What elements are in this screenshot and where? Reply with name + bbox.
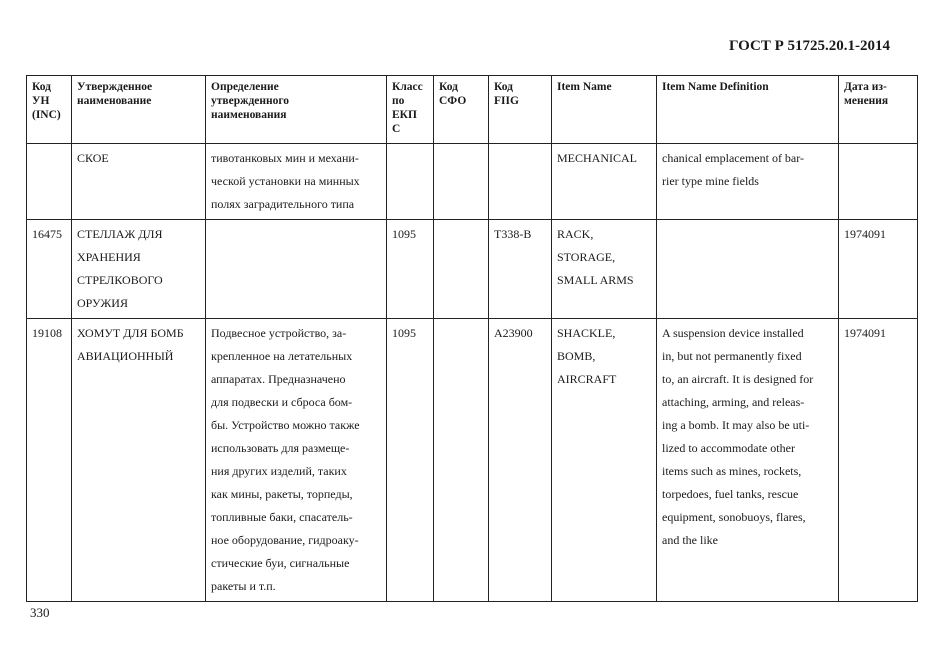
cell-line: крепленное на летательных: [211, 349, 353, 363]
cell-item-name-definition: [657, 144, 839, 220]
cell-line: С: [392, 123, 401, 135]
cell-line: менения: [844, 95, 889, 107]
cell-approved-name: [72, 144, 206, 220]
cell-sfo: [434, 220, 489, 319]
table-row: [27, 319, 918, 602]
cell-line: Код: [32, 81, 52, 93]
cell-line: 1095: [392, 326, 416, 340]
cell-line: SHACKLE,: [557, 326, 616, 340]
cell-approved-name: [72, 319, 206, 602]
cell-definition: [206, 319, 387, 602]
cell-fiig: [489, 319, 552, 602]
cell-line: A23900: [494, 326, 533, 340]
column-header-sfo: [434, 76, 489, 144]
cell-inc: [27, 220, 72, 319]
cell-item-name-definition: [657, 319, 839, 602]
cell-line: items such as mines, rockets,: [662, 464, 802, 478]
cell-class: [387, 220, 434, 319]
cell-line: T338-B: [494, 227, 532, 241]
cell-definition: [206, 220, 387, 319]
cell-line: 1974091: [844, 326, 886, 340]
cell-inc: [27, 319, 72, 602]
cell-line: ХРАНЕНИЯ: [77, 250, 141, 264]
column-header-class: [387, 76, 434, 144]
cell-fiig: [489, 220, 552, 319]
cell-item-name-definition: [657, 220, 839, 319]
cell-line: FIIG: [494, 95, 519, 107]
cell-item-name: [552, 319, 657, 602]
cell-line: lized to accommodate other: [662, 441, 795, 455]
cell-line: УН: [32, 95, 50, 107]
column-header-item-name: [552, 76, 657, 144]
cell-line: SMALL ARMS: [557, 273, 634, 287]
cell-item-name: [552, 220, 657, 319]
cell-line: топливные баки, спасатель-: [211, 510, 353, 524]
cell-line: chanical emplacement of bar-: [662, 151, 805, 165]
column-header-approved-name: [72, 76, 206, 144]
cell-line: ния других изделий, таких: [211, 464, 347, 478]
page-number: 330: [30, 605, 50, 620]
cell-line: equipment, sonobuoys, flares,: [662, 510, 806, 524]
cell-line: Код: [494, 81, 514, 93]
cell-line: MECHANICAL: [557, 151, 637, 165]
table-header-row: [27, 76, 918, 144]
cell-line: как мины, ракеты, торпеды,: [211, 487, 353, 501]
cell-line: 16475: [32, 227, 62, 241]
cell-line: rier type mine fields: [662, 174, 759, 188]
cell-line: Код: [439, 81, 459, 93]
cell-line: СТРЕЛКОВОГО: [77, 273, 163, 287]
cell-line: по: [392, 95, 405, 107]
cell-line: RACK,: [557, 227, 594, 241]
cell-class: [387, 144, 434, 220]
cell-line: to, an aircraft. It is designed for: [662, 372, 814, 386]
column-header-fiig: [489, 76, 552, 144]
cell-line: аппаратах. Предназначено: [211, 372, 346, 386]
cell-line: для подвески и сброса бом-: [211, 395, 353, 409]
cell-line: утвержденного: [211, 95, 290, 107]
cell-change-date: [839, 220, 918, 319]
cell-line: ОРУЖИЯ: [77, 296, 128, 310]
cell-line: ХОМУТ ДЛЯ БОМБ: [77, 326, 184, 340]
cell-line: СТЕЛЛАЖ ДЛЯ: [77, 227, 163, 241]
column-header-change-date: [839, 76, 918, 144]
cell-line: Утвержденное: [77, 81, 153, 93]
cell-fiig: [489, 144, 552, 220]
cell-line: ЕКП: [392, 109, 417, 121]
cell-line: A suspension device installed: [662, 326, 804, 340]
cell-line: in, but not permanently fixed: [662, 349, 802, 363]
cell-class: [387, 319, 434, 602]
cell-line: полях заградительного типа: [211, 197, 355, 211]
document-code: ГОСТ Р 51725.20.1-2014: [728, 38, 890, 54]
cell-line: наименования: [211, 109, 287, 121]
cell-change-date: [839, 319, 918, 602]
cell-line: attaching, arming, and releas-: [662, 395, 805, 409]
cell-sfo: [434, 319, 489, 602]
cell-line: (INC): [32, 109, 61, 121]
column-header-item-name-definition: [657, 76, 839, 144]
table-row: [27, 220, 918, 319]
cell-line: бы. Устройство можно также: [211, 418, 360, 432]
cell-line: ческой установки на минных: [211, 174, 360, 188]
cell-line: АВИАЦИОННЫЙ: [77, 349, 174, 363]
cell-line: AIRCRAFT: [557, 372, 617, 386]
cell-line: ракеты и т.п.: [211, 579, 276, 593]
cell-line: 1974091: [844, 227, 886, 241]
cell-line: 19108: [32, 326, 62, 340]
cell-line: torpedoes, fuel tanks, rescue: [662, 487, 799, 501]
cell-line: ing a bomb. It may also be uti-: [662, 418, 810, 432]
cell-line: Класс: [392, 81, 423, 93]
column-header-definition: [206, 76, 387, 144]
column-header-inc: [27, 76, 72, 144]
cell-line: стические буи, сигнальные: [211, 556, 350, 570]
cell-inc: [27, 144, 72, 220]
table-row: [27, 144, 918, 220]
cell-line: 1095: [392, 227, 416, 241]
cell-definition: [206, 144, 387, 220]
catalog-table: [26, 75, 918, 602]
cell-sfo: [434, 144, 489, 220]
cell-line: использовать для размеще-: [211, 441, 350, 455]
cell-line: тивотанковых мин и механи-: [211, 151, 359, 165]
cell-line: СФО: [439, 95, 467, 107]
cell-line: ное оборудование, гидроаку-: [211, 533, 359, 547]
cell-line: Определение: [211, 81, 279, 93]
cell-line: Дата из-: [844, 81, 887, 93]
cell-line: наименование: [77, 95, 152, 107]
cell-approved-name: [72, 220, 206, 319]
cell-line: СКОЕ: [77, 151, 109, 165]
cell-item-name: [552, 144, 657, 220]
cell-line: and the like: [662, 533, 718, 547]
cell-line: BOMB,: [557, 349, 596, 363]
cell-line: Item Name Definition: [662, 81, 769, 93]
cell-line: STORAGE,: [557, 250, 616, 264]
cell-line: Item Name: [557, 81, 612, 93]
cell-line: Подвесное устройство, за-: [211, 326, 347, 340]
cell-change-date: [839, 144, 918, 220]
